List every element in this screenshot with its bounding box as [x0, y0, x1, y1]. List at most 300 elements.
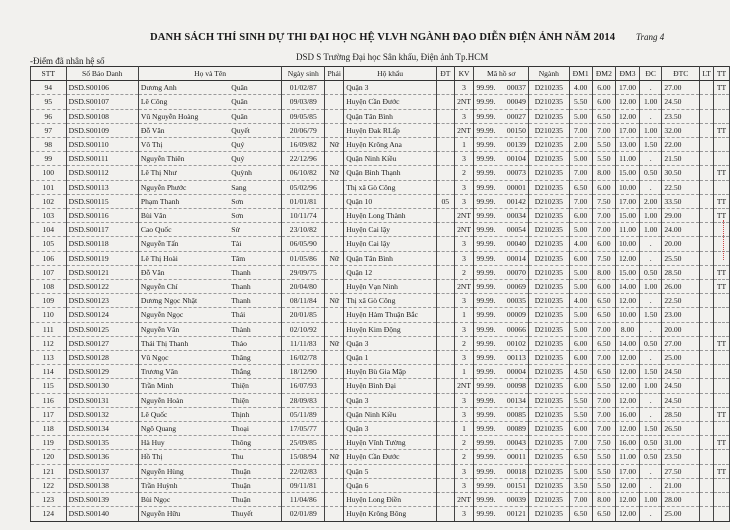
cell-dt	[436, 351, 454, 365]
cell-full-name	[138, 265, 281, 279]
cell-dm2: 7.50	[592, 194, 616, 208]
cell-tt	[714, 351, 730, 365]
cell-lt	[700, 209, 714, 223]
cell-dm3: 15.00	[616, 209, 640, 223]
cell-ma-number: 00018	[506, 466, 526, 476]
cell-stt: 116	[31, 393, 67, 407]
cell-ma-prefix: 99.99.	[476, 452, 496, 462]
cell-stt: 108	[31, 280, 67, 294]
cell-dm3: 16.00	[616, 436, 640, 450]
cell-last-name: Trần Minh	[140, 381, 174, 391]
cell-tt: TT	[714, 166, 730, 180]
cell-last-name: Phạm Thanh	[140, 196, 180, 206]
cell-dt	[436, 223, 454, 237]
cell-ngay: 02/01/89	[282, 507, 325, 521]
cell-dtc: 26.50	[662, 422, 700, 436]
cell-ngay: 22/02/83	[282, 464, 325, 478]
cell-hokhau: Huyện Vĩnh Tường	[344, 436, 437, 450]
cell-dc: 0.50	[639, 436, 661, 450]
cell-sbd: DSD.S00140	[66, 507, 138, 521]
cell-stt: 112	[31, 336, 67, 350]
cell-lt	[700, 280, 714, 294]
cell-dt	[436, 422, 454, 436]
cell-sbd: DSD.S00125	[66, 322, 138, 336]
column-header: Số Báo Danh	[66, 67, 138, 81]
cell-ma-prefix: 99.99.	[476, 438, 496, 448]
cell-dt	[436, 265, 454, 279]
cell-dtc: 24.50	[662, 365, 700, 379]
cell-dm3: 12.00	[616, 493, 640, 507]
cell-tt	[714, 322, 730, 336]
cell-ma-number: 00142	[506, 196, 526, 206]
cell-kv: 3	[454, 407, 474, 421]
cell-dc: 0.50	[639, 336, 661, 350]
cell-first-name: Thiện	[231, 395, 249, 405]
cell-kv: 2	[454, 336, 474, 350]
cell-lt	[700, 265, 714, 279]
cell-kv: 3	[454, 81, 474, 95]
cell-dm2: 6.50	[592, 109, 616, 123]
cell-ma-prefix: 99.99.	[476, 466, 496, 476]
cell-dm3: 11.00	[616, 450, 640, 464]
cell-nganh: D210235	[528, 365, 569, 379]
cell-dm1: 6.00	[569, 251, 592, 265]
cell-first-name: Quý	[231, 154, 245, 164]
cell-sbd: DSD.S00124	[66, 308, 138, 322]
cell-dtc: 23.50	[662, 109, 700, 123]
cell-dm3: 12.00	[616, 109, 640, 123]
cell-ma-number: 00040	[506, 239, 526, 249]
cell-ma-prefix: 99.99.	[476, 296, 496, 306]
cell-dm3: 11.00	[616, 152, 640, 166]
cell-ma-number: 00139	[506, 140, 526, 150]
cell-first-name: Tài	[231, 239, 242, 249]
cell-hokhau: Thị xã Gò Công	[344, 180, 437, 194]
cell-first-name: Tâm	[231, 253, 246, 263]
cell-dtc: 20.00	[662, 322, 700, 336]
cell-sbd: DSD.S00127	[66, 336, 138, 350]
cell-kv: 2NT	[454, 209, 474, 223]
cell-sbd: DSD.S00121	[66, 265, 138, 279]
cell-hokhau: Huyện Kim Động	[344, 322, 437, 336]
cell-dtc: 22.50	[662, 294, 700, 308]
cell-full-name	[138, 223, 281, 237]
cell-ma-number: 00009	[506, 310, 526, 320]
table-row	[31, 152, 730, 166]
cell-dm3: 15.00	[616, 265, 640, 279]
cell-dm1: 6.50	[569, 180, 592, 194]
cell-first-name: Sơn	[231, 196, 244, 206]
cell-tt	[714, 365, 730, 379]
cell-full-name	[138, 507, 281, 521]
cell-nganh: D210235	[528, 81, 569, 95]
cell-dc: .	[639, 109, 661, 123]
cell-ma-ho-so	[474, 308, 528, 322]
cell-full-name	[138, 152, 281, 166]
cell-lt	[700, 95, 714, 109]
cell-dm2: 8.00	[592, 166, 616, 180]
cell-nganh: D210235	[528, 265, 569, 279]
cell-ma-ho-so	[474, 436, 528, 450]
cell-ma-ho-so	[474, 450, 528, 464]
cell-dm3: 12.00	[616, 393, 640, 407]
cell-stt: 114	[31, 365, 67, 379]
cell-lt	[700, 507, 714, 521]
table-row	[31, 507, 730, 521]
cell-sbd: DSD.S00110	[66, 138, 138, 152]
cell-stt: 119	[31, 436, 67, 450]
table-row	[31, 436, 730, 450]
cell-full-name	[138, 280, 281, 294]
cell-kv: 3	[454, 507, 474, 521]
cell-nganh: D210235	[528, 336, 569, 350]
cell-lt	[700, 464, 714, 478]
cell-tt	[714, 308, 730, 322]
cell-lt	[700, 365, 714, 379]
cell-ma-ho-so	[474, 251, 528, 265]
cell-full-name	[138, 308, 281, 322]
cell-ma-ho-so	[474, 280, 528, 294]
cell-ma-prefix: 99.99.	[476, 196, 496, 206]
cell-first-name: Sang	[231, 182, 247, 192]
cell-dm1: 5.00	[569, 464, 592, 478]
cell-last-name: Cao Quốc	[140, 225, 172, 235]
cell-kv: 3	[454, 180, 474, 194]
cell-dm3: 12.00	[616, 478, 640, 492]
cell-full-name	[138, 351, 281, 365]
cell-dm3: 13.00	[616, 138, 640, 152]
cell-dm3: 10.00	[616, 237, 640, 251]
cell-first-name: Quân	[231, 83, 248, 93]
cell-hokhau: Quận Tân Bình	[344, 251, 437, 265]
cell-nganh: D210235	[528, 493, 569, 507]
cell-dm2: 6.00	[592, 180, 616, 194]
cell-dt	[436, 308, 454, 322]
cell-dt	[436, 365, 454, 379]
cell-dt	[436, 493, 454, 507]
cell-dtc: 28.50	[662, 265, 700, 279]
cell-dtc: 20.00	[662, 237, 700, 251]
cell-ma-prefix: 99.99.	[476, 310, 496, 320]
cell-dm1: 4.50	[569, 365, 592, 379]
cell-last-name: Nguyễn Tấn	[140, 239, 179, 249]
cell-last-name: Nguyễn Văn	[140, 324, 180, 334]
cell-phai	[325, 493, 344, 507]
cell-nganh: D210235	[528, 294, 569, 308]
cell-stt: 120	[31, 450, 67, 464]
cell-hokhau: Quận 12	[344, 265, 437, 279]
cell-dc: .	[639, 507, 661, 521]
cell-dtc: 25.00	[662, 507, 700, 521]
cell-ma-number: 00011	[507, 452, 526, 462]
table-row	[31, 109, 730, 123]
cell-ma-prefix: 99.99.	[476, 154, 496, 164]
cell-last-name: Đỗ Văn	[140, 267, 165, 277]
cell-hokhau: Quận 3	[344, 81, 437, 95]
cell-stt: 103	[31, 209, 67, 223]
cell-hokhau: Quận 1	[344, 351, 437, 365]
cell-full-name	[138, 379, 281, 393]
cell-kv: 2NT	[454, 223, 474, 237]
cell-ma-prefix: 99.99.	[476, 338, 496, 348]
cell-ma-ho-so	[474, 265, 528, 279]
table-row	[31, 123, 730, 137]
cell-dc: .	[639, 251, 661, 265]
cell-dt	[436, 123, 454, 137]
column-header: ĐC	[639, 67, 661, 81]
cell-stt: 95	[31, 95, 67, 109]
table-row	[31, 379, 730, 393]
cell-dtc: 21.50	[662, 152, 700, 166]
cell-nganh: D210235	[528, 422, 569, 436]
cell-dm1: 4.00	[569, 294, 592, 308]
cell-dtc: 24.50	[662, 393, 700, 407]
cell-sbd: DSD.S00108	[66, 109, 138, 123]
cell-dtc: 27.50	[662, 464, 700, 478]
column-header: ĐT	[436, 67, 454, 81]
cell-dc: 1.00	[639, 379, 661, 393]
cell-ngay: 29/09/75	[282, 265, 325, 279]
cell-nganh: D210235	[528, 436, 569, 450]
cell-tt	[714, 95, 730, 109]
cell-dm1: 5.50	[569, 393, 592, 407]
cell-ma-prefix: 99.99.	[476, 225, 496, 235]
cell-dt	[436, 294, 454, 308]
cell-dc: 0.50	[639, 265, 661, 279]
cell-hokhau: Huyện Krông Ana	[344, 138, 437, 152]
cell-first-name: Thông	[231, 438, 252, 448]
cell-full-name	[138, 336, 281, 350]
cell-lt	[700, 493, 714, 507]
cell-dc: 1.00	[639, 95, 661, 109]
cell-ma-ho-so	[474, 507, 528, 521]
cell-kv: 2NT	[454, 95, 474, 109]
column-header: Họ và Tên	[138, 67, 281, 81]
cell-dm2: 6.00	[592, 237, 616, 251]
table-row	[31, 166, 730, 180]
cell-last-name: Lê Công	[140, 97, 168, 107]
cell-last-name: Ngô Quang	[140, 424, 177, 434]
cell-stt: 124	[31, 507, 67, 521]
cell-dc: .	[639, 81, 661, 95]
cell-first-name: Thảo	[231, 338, 247, 348]
cell-ma-number: 00151	[506, 480, 526, 490]
cell-ngay: 11/04/86	[282, 493, 325, 507]
cell-ma-prefix: 99.99.	[476, 111, 496, 121]
cell-ma-ho-so	[474, 407, 528, 421]
cell-dc: 0.50	[639, 166, 661, 180]
column-header: Phái	[325, 67, 344, 81]
cell-dm3: 10.00	[616, 180, 640, 194]
cell-dc: .	[639, 322, 661, 336]
cell-full-name	[138, 138, 281, 152]
cell-full-name	[138, 180, 281, 194]
cell-ma-number: 00098	[506, 381, 526, 391]
column-header: ĐM3	[616, 67, 640, 81]
cell-dm1: 7.00	[569, 194, 592, 208]
cell-dm1: 6.00	[569, 351, 592, 365]
cell-first-name: Thuận	[231, 480, 251, 490]
cell-tt	[714, 478, 730, 492]
cell-sbd: DSD.S00129	[66, 365, 138, 379]
cell-kv: 1	[454, 138, 474, 152]
cell-stt: 100	[31, 166, 67, 180]
cell-dtc: 28.50	[662, 407, 700, 421]
cell-sbd: DSD.S00106	[66, 81, 138, 95]
cell-phai: Nữ	[325, 450, 344, 464]
cell-dc: .	[639, 180, 661, 194]
cell-dm2: 8.00	[592, 493, 616, 507]
cell-ngay: 17/05/77	[282, 422, 325, 436]
cell-full-name	[138, 194, 281, 208]
cell-dtc: 33.50	[662, 194, 700, 208]
cell-ma-ho-so	[474, 109, 528, 123]
cell-hokhau: Huyện Vạn Ninh	[344, 280, 437, 294]
table-row	[31, 138, 730, 152]
cell-last-name: Lê Thị Như	[140, 168, 177, 178]
cell-phai	[325, 237, 344, 251]
cell-dm3: 17.00	[616, 194, 640, 208]
cell-dm3: 15.00	[616, 166, 640, 180]
cell-nganh: D210235	[528, 478, 569, 492]
cell-sbd: DSD.S00116	[66, 209, 138, 223]
table-row	[31, 251, 730, 265]
cell-dtc: 32.00	[662, 123, 700, 137]
cell-first-name: Quân	[231, 97, 248, 107]
cell-kv: 1	[454, 308, 474, 322]
cell-dm2: 6.50	[592, 336, 616, 350]
cell-stt: 109	[31, 294, 67, 308]
cell-full-name	[138, 464, 281, 478]
cell-nganh: D210235	[528, 393, 569, 407]
cell-ngay: 20/04/80	[282, 280, 325, 294]
cell-dm3: 12.00	[616, 507, 640, 521]
cell-dt	[436, 393, 454, 407]
cell-ngay: 28/09/83	[282, 393, 325, 407]
cell-dt	[436, 379, 454, 393]
cell-dtc: 25.00	[662, 351, 700, 365]
cell-ma-number: 00070	[506, 267, 526, 277]
cell-kv: 1	[454, 422, 474, 436]
cell-ma-prefix: 99.99.	[476, 83, 496, 93]
cell-stt: 113	[31, 351, 67, 365]
cell-last-name: Võ Thị	[140, 140, 163, 150]
cell-dm1: 5.00	[569, 223, 592, 237]
cell-phai	[325, 123, 344, 137]
cell-sbd: DSD.S00134	[66, 422, 138, 436]
cell-dt	[436, 209, 454, 223]
column-header: Mã hồ sơ	[474, 67, 528, 81]
cell-dm3: 17.00	[616, 81, 640, 95]
cell-hokhau: Quận 5	[344, 464, 437, 478]
cell-tt: TT	[714, 336, 730, 350]
cell-ma-prefix: 99.99.	[476, 395, 496, 405]
cell-dm2: 7.00	[592, 209, 616, 223]
cell-full-name	[138, 450, 281, 464]
cell-ma-ho-so	[474, 237, 528, 251]
column-header: LT	[700, 67, 714, 81]
cell-ma-prefix: 99.99.	[476, 367, 496, 377]
cell-nganh: D210235	[528, 123, 569, 137]
cell-sbd: DSD.S00132	[66, 407, 138, 421]
cell-tt: TT	[714, 265, 730, 279]
cell-ma-prefix: 99.99.	[476, 211, 496, 221]
cell-phai	[325, 351, 344, 365]
cell-dc: .	[639, 294, 661, 308]
page-number: Trang 4	[636, 32, 665, 42]
cell-hokhau: Huyện Bình Đại	[344, 379, 437, 393]
cell-lt	[700, 166, 714, 180]
table-row	[31, 393, 730, 407]
cell-nganh: D210235	[528, 166, 569, 180]
cell-dt	[436, 138, 454, 152]
cell-last-name: Vũ Nguyễn Hoàng	[140, 111, 199, 121]
cell-ngay: 01/02/87	[282, 81, 325, 95]
cell-full-name	[138, 322, 281, 336]
cell-ma-prefix: 99.99.	[476, 324, 496, 334]
cell-last-name: Bùi Văn	[140, 211, 167, 221]
cell-dt	[436, 251, 454, 265]
cell-dm2: 6.00	[592, 95, 616, 109]
cell-first-name: Quý	[231, 140, 245, 150]
cell-ma-number: 00066	[506, 324, 526, 334]
cell-full-name	[138, 166, 281, 180]
cell-nganh: D210235	[528, 464, 569, 478]
cell-last-name: Dương Ngọc Nhật	[140, 296, 198, 306]
cell-first-name: Quỳnh	[231, 168, 252, 178]
cell-dtc: 24.00	[662, 223, 700, 237]
column-header: Ngành	[528, 67, 569, 81]
cell-tt: TT	[714, 194, 730, 208]
cell-dm3: 10.00	[616, 308, 640, 322]
cell-tt	[714, 180, 730, 194]
cell-dt	[436, 109, 454, 123]
cell-ma-ho-so	[474, 138, 528, 152]
cell-last-name: Hà Huy	[140, 438, 165, 448]
cell-ma-prefix: 99.99.	[476, 353, 496, 363]
cell-tt: TT	[714, 280, 730, 294]
cell-ngay: 09/05/85	[282, 109, 325, 123]
cell-dm1: 5.00	[569, 322, 592, 336]
cell-phai	[325, 265, 344, 279]
table-row	[31, 194, 730, 208]
cell-stt: 96	[31, 109, 67, 123]
cell-dc: .	[639, 237, 661, 251]
cell-dm3: 8.00	[616, 322, 640, 336]
cell-last-name: Trương Văn	[140, 367, 178, 377]
cell-ma-prefix: 99.99.	[476, 282, 496, 292]
cell-ma-number: 00049	[506, 97, 526, 107]
cell-dm3: 14.00	[616, 280, 640, 294]
cell-ngay: 05/02/96	[282, 180, 325, 194]
cell-last-name: Trần Huỳnh	[140, 480, 178, 490]
cell-last-name: Nguyễn Hữu	[140, 509, 181, 519]
cell-full-name	[138, 209, 281, 223]
cell-stt: 123	[31, 493, 67, 507]
cell-ngay: 02/10/92	[282, 322, 325, 336]
cell-ma-prefix: 99.99.	[476, 140, 496, 150]
cell-tt	[714, 379, 730, 393]
cell-dt	[436, 507, 454, 521]
cell-dtc: 28.00	[662, 493, 700, 507]
cell-kv: 3	[454, 294, 474, 308]
cell-lt	[700, 336, 714, 350]
cell-ma-prefix: 99.99.	[476, 381, 496, 391]
cell-first-name: Thanh	[231, 282, 251, 292]
cell-ngay: 23/10/82	[282, 223, 325, 237]
cell-hokhau: Quận Bình Thạnh	[344, 166, 437, 180]
cell-dm2: 7.50	[592, 436, 616, 450]
